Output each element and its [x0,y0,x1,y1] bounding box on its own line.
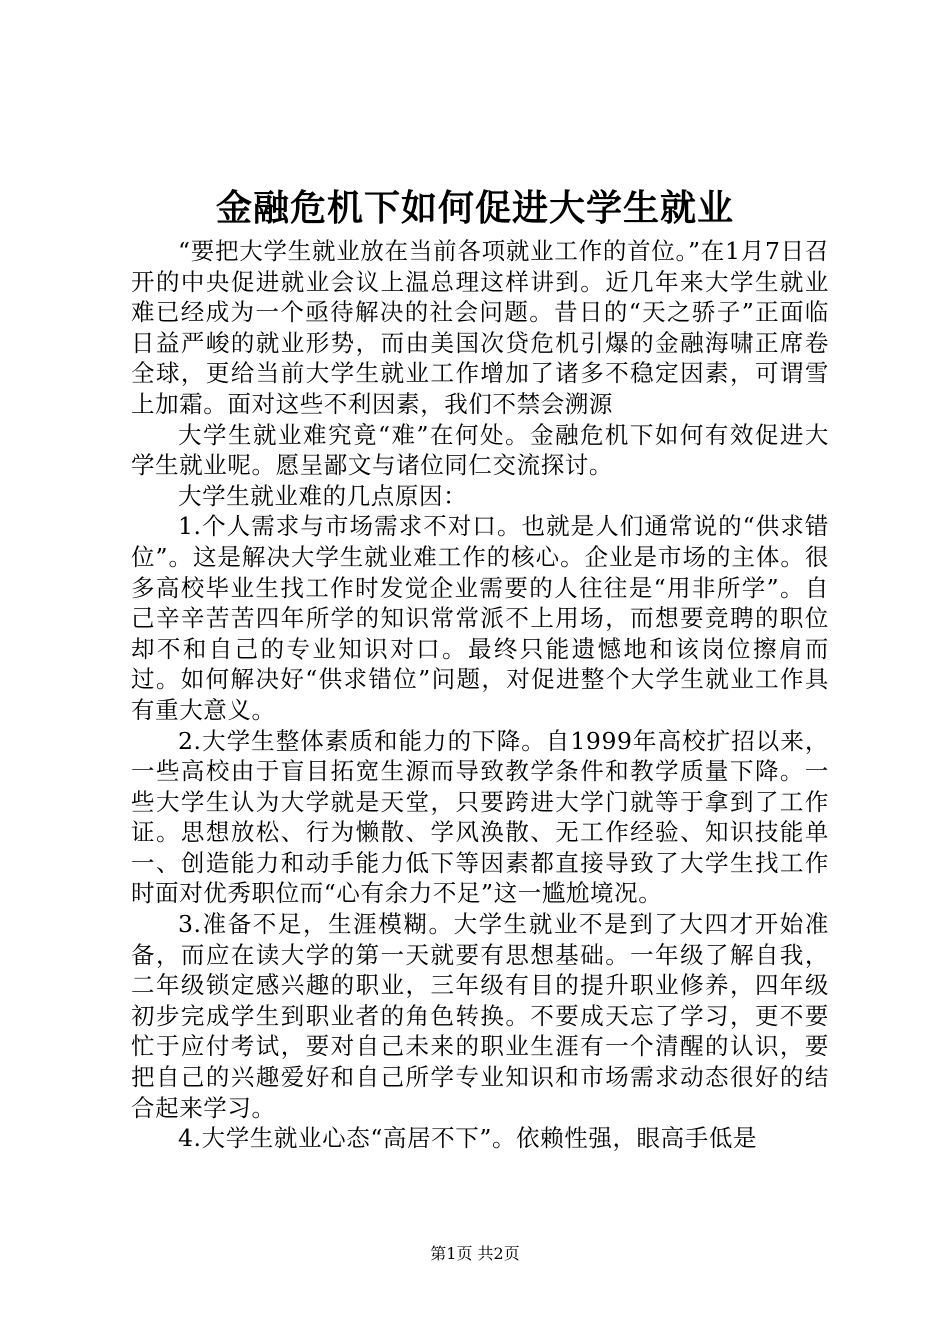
paragraph: 大学生就业难究竟“难”在何处。金融危机下如何有效促进大学生就业呢。愿呈鄙文与诸位同仁交流探讨。 [131,420,829,480]
paragraph: 1.个人需求与市场需求不对口。也就是人们通常说的“供求错位”。这是解决大学生就业难工作的核心。企业是市场的主体。很多高校毕业生找工作时发觉企业需要的人往往是“用非所学”。自己辛辛苦苦四年所学的知识常常派不上用场，而想要竞聘的职位却不和自己的专业知识对口。最终只能遗憾地和该岗位擦肩而过。如何解决好“供求错位”问题，对促进整个大学生就业工作具有重大意义。 [131,512,829,724]
paragraph: 大学生就业难的几点原因： [178,481,468,510]
paragraph: 4.大学生就业心态“高居不下”。依赖性强，眼高手低是 [178,1124,758,1153]
paragraph: 3.准备不足，生涯模糊。大学生就业不是到了大四才开始准备，而应在读大学的第一天就要有思想基础。一年级了解自我，二年级锁定感兴趣的职业，三年级有目的提升职业修养，四年级初步完成学生到职业者的角色转换。不要成天忘了学习，更不要忙于应付考试，要对自己未来的职业生涯有一个清醒的认识，要把自己的兴趣爱好和自己所学专业知识和市场需求动态很好的结合起来学习。 [131,910,829,1122]
document-body [131,236,829,1154]
paragraph: 2.大学生整体素质和能力的下降。自1999年高校扩招以来，一些高校由于盲目拓宽生源而导致教学条件和教学质量下降。一些大学生认为大学就是天堂，只要跨进大学门就等于拿到了工作证。思想放松、行为懒散、学风涣散、无工作经验、知识技能单一、创造能力和动手能力低下等因素都直接导致了大学生找工作时面对优秀职位而“心有余力不足”这一尴尬境况。 [131,726,829,908]
paragraph: “要把大学生就业放在当前各项就业工作的首位。”在1月7日召开的中央促进就业会议上温总理这样讲到。近几年来大学生就业难已经成为一个亟待解决的社会问题。昔日的“天之骄子”正面临日益严峻的就业形势，而由美国次贷危机引爆的金融海啸正席卷全球，更给当前大学生就业工作增加了诸多不稳定因素，可谓雪上加霜。面对这些不利因素，我们不禁会溯源 [131,237,829,418]
page-number-footer: 第1页 共2页 [430,1244,520,1263]
document-title: 金融危机下如何促进大学生就业 [215,187,734,229]
